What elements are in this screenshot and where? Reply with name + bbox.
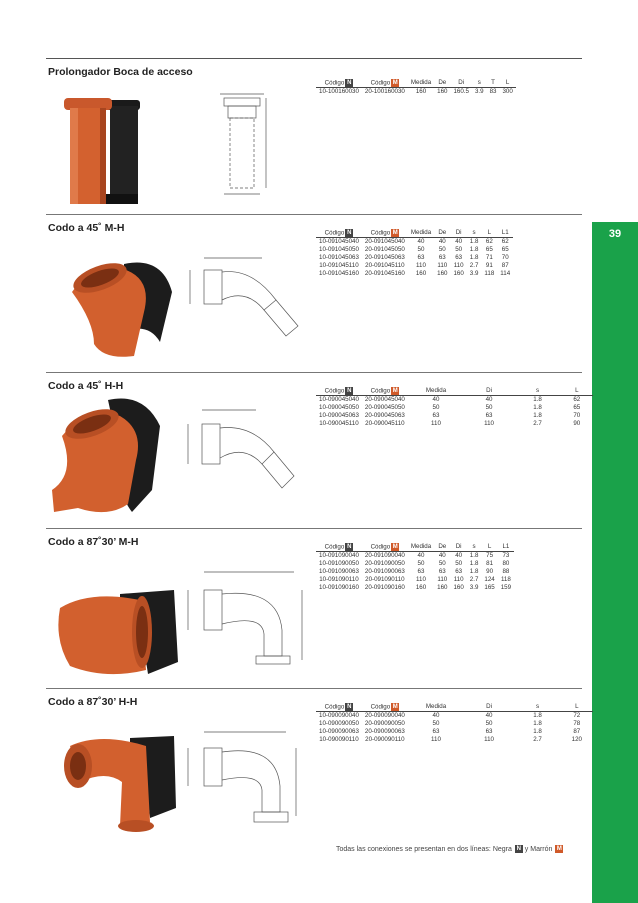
table-cell: 1.8 [469,568,479,575]
table-cell: 10-090045040 [319,396,359,403]
table-cell: 110 [416,262,426,269]
spec-table [316,386,593,428]
table-cell: 110 [453,262,464,269]
spec-table [316,228,513,278]
table-row [316,254,513,262]
marron-badge: M [392,543,398,550]
column-header: Medida [408,542,434,552]
table-cell: 10-090045063 [319,412,359,419]
column-header: L [481,228,497,238]
section-title: Codo a 45˚ H-H [48,380,124,392]
column-header: T [487,78,500,88]
table-cell: 63 [417,254,425,261]
table-cell: 40 [485,396,493,403]
table-header [316,228,513,238]
column-header: Di [450,228,466,238]
table-cell: 63 [432,412,440,419]
table-row [316,728,593,736]
table-cell: 2.7 [533,420,542,427]
table-cell: 160 [437,88,448,95]
section-title: Codo a 87˚30’ M-H [48,536,139,548]
column-header: Código [370,387,391,395]
column-header: Código [324,229,345,237]
table-cell: 62 [573,396,581,403]
marron-badge: M [392,387,398,394]
table-row [316,262,513,270]
table-cell: 10-091090040 [319,552,359,559]
table-cell: 124 [484,576,495,583]
table-cell: 63 [455,254,463,261]
section-codo-45-mh [46,214,582,370]
table-row [316,720,593,728]
table-cell: 20-090090063 [364,728,405,735]
table-cell: 118 [500,576,511,583]
table-cell: 20-090045110 [365,420,405,427]
column-header: Medida [408,386,464,396]
table-cell: 10-090090063 [319,728,359,735]
table-cell: 110 [484,420,494,427]
column-header: Di [450,542,466,552]
table-cell: 1.8 [533,712,542,719]
section-title: Codo a 45˚ M-H [48,222,125,234]
table-header [316,542,514,552]
table-cell: 40 [438,238,446,245]
table-cell: 1.8 [469,238,479,245]
section-divider [46,214,582,215]
table-header [316,386,593,396]
column-header: Medida [408,78,434,88]
table-cell: 50 [485,404,493,411]
column-header: Código [324,387,345,395]
column-header: Di [450,78,471,88]
table-cell: 73 [502,552,510,559]
table-cell: 2.7 [469,576,479,583]
column-header: Código [324,703,345,711]
column-header: Código [370,703,391,711]
column-header: L1 [497,228,513,238]
section-title: Codo a 87˚30’ H-H [48,696,138,708]
table-cell: 40 [485,712,493,719]
table-row [316,712,593,721]
table-header [316,702,593,712]
table-row [316,88,516,97]
table-cell: 50 [417,560,425,567]
column-header: Código [370,229,391,237]
column-header: Código [324,79,345,87]
column-header: Código [370,79,391,87]
table-cell: 110 [484,736,494,743]
technical-drawing [182,724,308,832]
section-prolongador [46,62,582,212]
product-photo [50,722,180,834]
table-cell: 10-091090050 [319,560,359,567]
table-cell: 40 [432,712,440,719]
table-cell: 10-100160030 [319,88,359,95]
table-cell: 160 [415,88,427,95]
table-cell: 87 [501,262,509,269]
table-cell: 10-091045063 [319,254,359,261]
footer-note [336,845,563,853]
table-cell: 20-090090110 [365,736,405,743]
marron-badge: M [392,79,398,86]
table-cell: 160 [437,584,448,591]
table-row [316,584,514,592]
table-cell: 120 [571,736,582,743]
column-header: De [434,542,450,552]
side-tab [592,222,638,903]
table-cell: 62 [501,238,509,245]
table-cell: 88 [502,568,510,575]
table-cell: 2.7 [469,262,479,269]
table-cell: 50 [485,720,493,727]
table-cell: 1.8 [469,254,479,261]
section-divider [46,528,582,529]
table-row [316,736,593,744]
table-cell: 10-090045050 [319,404,359,411]
table-cell: 90 [486,568,494,575]
column-header: s [514,702,561,712]
column-header: Código [370,543,391,551]
table-cell: 1.8 [533,396,542,403]
table-cell: 80 [502,560,510,567]
technical-drawing [216,90,286,202]
column-header: s [467,542,482,552]
negra-badge: N [347,703,352,710]
section-codo-45-hh [46,372,582,524]
table-cell: 65 [573,404,581,411]
table-cell: 50 [455,560,463,567]
table-cell: 87 [573,728,581,735]
column-header: Di [464,386,514,396]
table-cell: 10-090090110 [319,736,359,743]
column-header: De [434,228,450,238]
negra-badge: N [347,387,352,394]
footer-text: Todas las conexiones se presentan en dos líneas: Negra [336,845,512,853]
table-row [316,560,514,568]
technical-drawing [182,402,310,498]
table-cell: 10-090045110 [319,420,359,427]
table-cell: 78 [573,720,581,727]
table-cell: 1.8 [469,246,479,253]
column-header: L [481,542,497,552]
table-cell: 1.8 [533,728,542,735]
table-cell: 1.8 [469,552,479,559]
top-rule [46,58,582,59]
table-cell: 63 [417,568,425,575]
table-cell: 110 [431,736,441,743]
table-row [316,412,593,420]
marron-badge: M [392,703,398,710]
table-cell: 83 [489,88,497,95]
table-cell: 10-091090160 [319,584,359,591]
table-cell: 2.7 [533,736,542,743]
technical-drawing [182,248,310,344]
section-codo-87-mh [46,528,582,684]
table-cell: 10-091045040 [319,238,359,245]
footer-and: y Marrón [524,845,553,853]
column-header: Di [464,702,514,712]
table-cell: 165 [484,584,495,591]
table-cell: 110 [453,576,464,583]
table-cell: 90 [573,420,581,427]
table-cell: 20-091090110 [365,576,405,583]
column-header: Medida [408,702,464,712]
table-cell: 118 [484,270,495,277]
table-cell: 50 [438,246,446,253]
section-divider [46,372,582,373]
column-header: L [561,702,592,712]
table-row [316,270,513,278]
table-row [316,552,514,561]
table-cell: 3.9 [474,88,484,95]
table-cell: 63 [432,728,440,735]
table-cell: 10-091090110 [319,576,359,583]
table-cell: 70 [573,412,581,419]
column-header: s [472,78,487,88]
table-cell: 91 [485,262,493,269]
table-cell: 65 [485,246,493,253]
table-cell: 160 [415,584,427,591]
table-cell: 10-090090050 [319,720,359,727]
table-cell: 10-091090063 [319,568,359,575]
table-cell: 10-090090040 [319,712,359,719]
table-cell: 160 [453,584,464,591]
table-cell: 20-091090040 [364,552,405,559]
table-cell: 40 [455,238,463,245]
table-row [316,246,513,254]
table-cell: 1.8 [533,404,542,411]
table-cell: 50 [432,404,440,411]
table-cell: 10-091045110 [319,262,359,269]
table-cell: 63 [485,728,493,735]
spec-table [316,542,514,592]
table-cell: 63 [455,568,463,575]
table-cell: 1.8 [533,720,542,727]
column-header: s [467,228,482,238]
table-cell: 1.8 [533,412,542,419]
table-row [316,404,593,412]
table-cell: 110 [431,420,441,427]
table-header [316,78,516,88]
table-cell: 20-090090050 [364,720,405,727]
table-cell: 40 [438,552,446,559]
negra-badge: N [347,79,352,86]
table-cell: 40 [432,396,440,403]
product-photo [50,570,180,678]
table-cell: 20-090090040 [364,712,405,719]
table-cell: 160 [453,270,464,277]
table-cell: 3.9 [469,270,479,277]
table-cell: 159 [500,584,512,591]
marron-badge: M [392,229,398,236]
table-cell: 62 [485,238,493,245]
table-cell: 20-091045063 [364,254,405,261]
table-cell: 20-091045160 [364,270,405,277]
negra-badge: N [516,846,522,852]
table-cell: 65 [501,246,509,253]
table-cell: 50 [417,246,425,253]
product-photo [48,394,176,522]
table-row [316,238,513,247]
section-divider [46,688,582,689]
table-cell: 40 [417,238,425,245]
table-cell: 3.9 [469,584,479,591]
spec-table [316,78,516,96]
page-number: 39 [608,228,622,240]
table-cell: 71 [485,254,493,261]
table-row [316,420,593,428]
table-cell: 81 [486,560,494,567]
product-photo [64,252,176,364]
table-cell: 63 [485,412,493,419]
table-cell: 10-091045160 [319,270,359,277]
column-header: L [561,386,592,396]
table-cell: 110 [437,576,448,583]
column-header: L [499,78,515,88]
column-header: L1 [498,542,514,552]
table-cell: 20-091090160 [364,584,405,591]
marron-badge: M [556,846,562,852]
column-header: Medida [408,228,434,238]
table-cell: 20-091045110 [365,262,405,269]
table-cell: 20-091045040 [364,238,405,245]
table-cell: 40 [455,552,463,559]
table-cell: 160 [415,270,427,277]
table-cell: 63 [438,568,446,575]
table-cell: 50 [438,560,446,567]
table-cell: 160 [437,270,448,277]
product-photo [62,94,154,214]
table-cell: 40 [417,552,425,559]
table-cell: 20-091090063 [364,568,405,575]
table-row [316,576,514,584]
section-title: Prolongador Boca de acceso [48,66,193,78]
negra-badge: N [347,229,352,236]
table-cell: 50 [432,720,440,727]
table-cell: 72 [573,712,581,719]
table-cell: 70 [501,254,509,261]
table-cell: 20-091045050 [364,246,405,253]
table-cell: 10-091045050 [319,246,359,253]
table-cell: 20-090045040 [364,396,405,403]
column-header: Código [324,543,345,551]
table-cell: 20-090045063 [364,412,405,419]
table-cell: 160.5 [453,88,469,95]
table-cell: 110 [416,576,426,583]
column-header: s [514,386,561,396]
table-row [316,568,514,576]
table-cell: 20-091090050 [364,560,405,567]
section-codo-87-hh [46,688,582,838]
table-cell: 114 [500,270,511,277]
table-cell: 300 [502,88,513,95]
spec-table [316,702,593,744]
column-header: De [434,78,450,88]
table-cell: 63 [438,254,446,261]
table-cell: 1.8 [469,560,479,567]
table-cell: 50 [455,246,463,253]
negra-badge: N [347,543,352,550]
technical-drawing [182,564,312,676]
table-cell: 20-090045050 [364,404,405,411]
table-row [316,396,593,405]
table-cell: 110 [437,262,448,269]
table-cell: 75 [486,552,494,559]
table-cell: 20-100160030 [364,88,405,95]
